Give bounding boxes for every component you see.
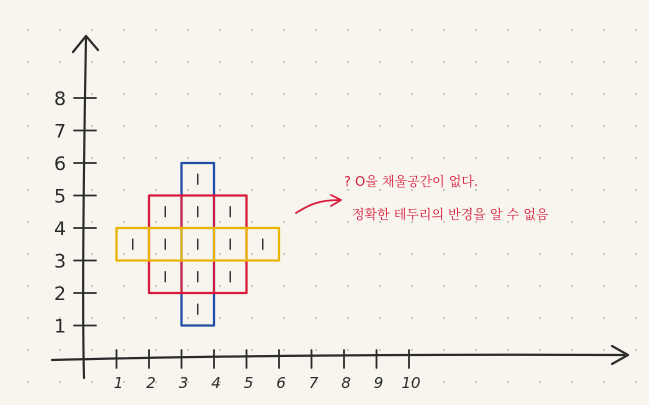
x-axis	[52, 355, 624, 360]
annotation-line-1: ? O을 채울공간이 없다.	[344, 175, 479, 190]
x-tick-label: 5	[243, 374, 254, 392]
y-ticks	[54, 88, 96, 338]
y-tick-label: 7	[53, 120, 67, 143]
x-tick-label: 2	[146, 374, 156, 392]
annotation-arrow	[296, 200, 340, 213]
x-tick-label: 10	[401, 374, 421, 392]
y-tick-label: 2	[53, 283, 67, 305]
x-tick-label: 6	[276, 374, 286, 392]
y-tick-label: 5	[53, 185, 67, 208]
y-tick-label: 1	[53, 315, 67, 338]
x-tick-label: 3	[178, 374, 189, 392]
y-tick-label: 3	[53, 250, 67, 273]
annotation-line-2: 정확한 테두리의 반경을 알 수 없음	[352, 208, 549, 223]
y-tick-label: 6	[53, 153, 67, 175]
y-axis	[83, 38, 86, 378]
x-tick-label: 7	[308, 374, 319, 392]
x-tick-label: 4	[211, 374, 221, 392]
x-tick-label: 9	[373, 374, 384, 392]
x-tick-label: 8	[341, 374, 351, 392]
y-tick-label: 8	[53, 88, 67, 110]
x-tick-label: 1	[113, 374, 124, 392]
y-tick-label: 4	[53, 218, 67, 240]
